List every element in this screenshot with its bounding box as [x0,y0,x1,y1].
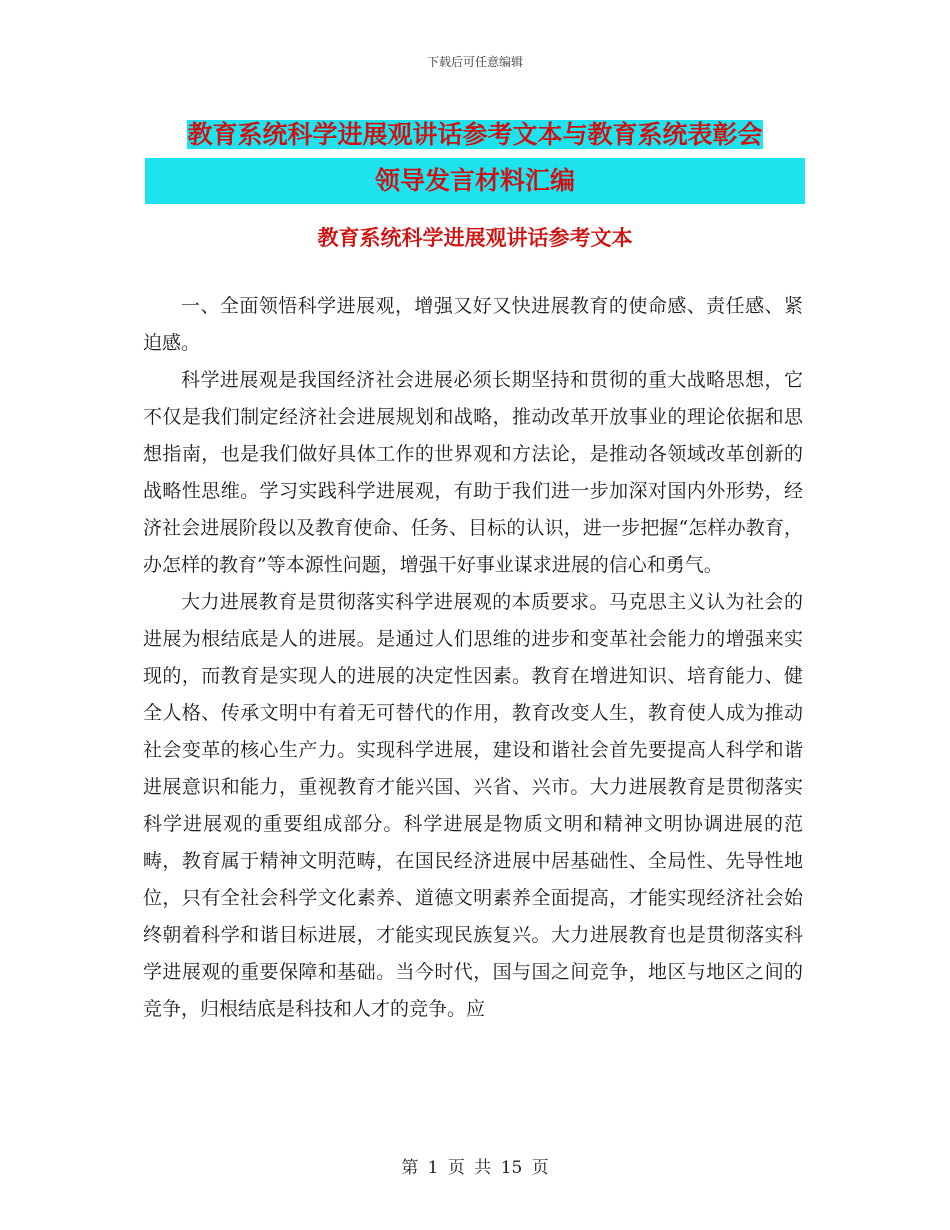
title-line-2: 领导发言材料汇编 [374,166,575,195]
paragraph: 大力进展教育是贯彻落实科学进展观的本质要求。马克思主义认为社会的进展为根结底是人的进展。是通过人们思维的进步和变革社会能力的增强来实现的，而教育是实现人的进展的决定性因素。教育在增进知识、培育能力、健全人格、传承文明中有着无可替代的作用，教育改变人生，教育使人成为推动社会变革的核心生产力。实现科学进展，建设和谐社会首先要提高人科学和谐进展意识和能力，重视教育才能兴国、兴省、兴市。大力进展教育是贯彻落实科学进展观的重要组成部分。科学进展是物质文明和精神文明协调进展的范畴，教育属于精神文明范畴，在国民经济进展中居基础性、全局性、先导性地位，只有全社会科学文化素养、道德文明素养全面提高，才能实现经济社会始终朝着科学和谐目标进展，才能实现民族复兴。大力进展教育也是贯彻落实科学进展观的重要保障和基础。当今时代，国与国之间竞争，地区与地区之间的竞争，归根结底是科技和人才的竞争。应 [143,591,803,1020]
document-title [145,112,805,204]
page-header-note: 下载后可任意编辑 [426,55,523,69]
section-title: 教育系统科学进展观讲话参考文本 [317,226,633,250]
body-text [143,288,803,1028]
paragraph: 一、全面领悟科学进展观，增强又好又快进展教育的使命感、责任感、紧迫感。 [143,295,803,354]
page-footer: 第 1 页 共 15 页 [401,1158,549,1178]
paragraph: 科学进展观是我国经济社会进展必须长期坚持和贯彻的重大战略思想，它不仅是我们制定经济社会进展规划和战略，推动改革开放事业的理论依据和思想指南，也是我们做好具体工作的世界观和方法论，是推动各领域改革创新的战略性思维。学习实践科学进展观，有助于我们进一步加深对国内外形势，经济社会进展阶段以及教育使命、任务、目标的认识，进一步把握“怎样办教育，办怎样的教育”等本源性问题，增强干好事业谋求进展的信心和勇气。 [143,369,803,576]
title-line-1: 教育系统科学进展观讲话参考文本与教育系统表彰会 [187,120,763,149]
